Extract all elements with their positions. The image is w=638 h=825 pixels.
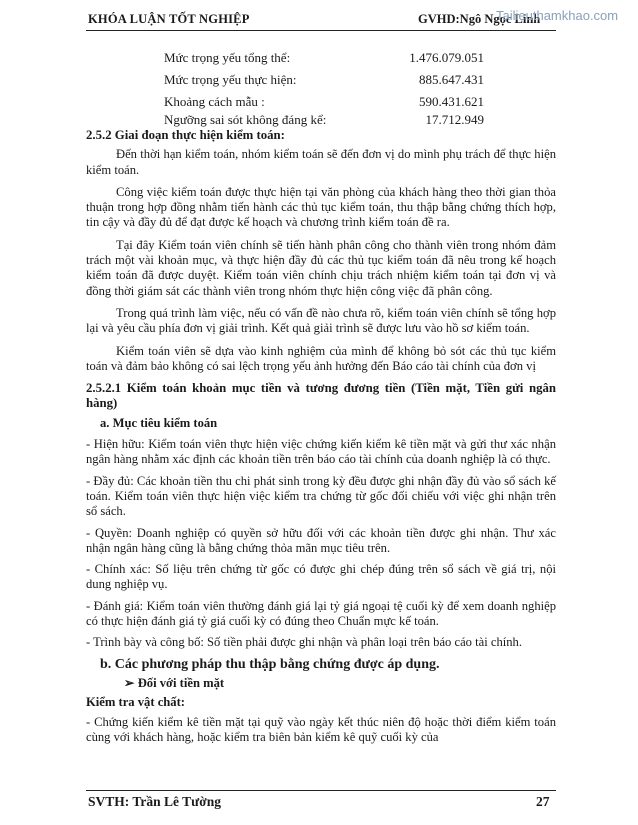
materiality-value: 590.431.621 <box>419 94 484 109</box>
list-item: - Đầy đủ: Các khoản tiền thu chi phát sinh trong kỳ đều được ghi nhận đầy đủ vào sổ sách kế toán. Kiểm toán viên thực hiện việc kiểm tra chứng từ gốc đối chiếu với việc ghi nhận trên sổ sách. <box>86 473 556 519</box>
list-item: - Chính xác: Số liệu trên chứng từ gốc có được ghi chép đúng trên sổ sách về giá trị, nội dung nghiệp vụ. <box>86 562 556 592</box>
header-advisor: GVHD:Ngô Ngọc Linh <box>418 12 541 26</box>
materiality-label: Mức trọng yếu tổng thể: <box>164 50 291 65</box>
cash-heading: ➢ Đối với tiền mặt <box>124 675 225 690</box>
footer-divider <box>86 790 556 791</box>
document-body <box>86 128 556 751</box>
materiality-value: 17.712.949 <box>425 112 484 127</box>
materiality-value: 885.647.431 <box>419 72 484 87</box>
materiality-label: Khoảng cách mẫu : <box>164 94 265 109</box>
section-heading: 2.5.2 Giai đoạn thực hiện kiểm toán: <box>86 128 285 142</box>
paragraph: Tại đây Kiểm toán viên chính sẽ tiến hành phân công cho thành viên trong nhóm đảm trách một vài khoản mục, và thực hiện đầy đủ các thủ tục kiểm toán đã nêu trong kế hoạch kiểm toán đã được duyệt. Kiểm toán viên chính chịu trách nhiệm kiểm toán tại đơn vị và đồng thời giám sát các thành viên trong nhóm thực hiện công việc đã phân công. <box>86 237 556 298</box>
paragraph: Trong quá trình làm việc, nếu có vấn đề nào chưa rõ, kiểm toán viên chính sẽ tổng hợp lại và yêu cầu phía đơn vị giải trình. Kết quả giải trình sẽ được lưu vào hồ sơ kiểm toán. <box>86 305 556 336</box>
header-title: KHÓA LUẬN TỐT NGHIỆP <box>88 12 250 26</box>
materiality-label: Mức trọng yếu thực hiện: <box>164 72 297 87</box>
paragraph: Kiểm toán viên sẽ dựa vào kinh nghiệm của mình để không bỏ sót các thủ tục kiểm toán và đảm bảo không có sai lệch trọng yếu ảnh hưởng đến Báo cáo tài chính của đơn vị <box>86 343 556 373</box>
subsection-heading: 2.5.2.1 Kiểm toán khoản mục tiền và tương đương tiền (Tiền mặt, Tiền gửi ngân hàng) <box>86 381 556 411</box>
paragraph: Đến thời hạn kiểm toán, nhóm kiểm toán sẽ đến đơn vị do mình phụ trách để thực hiện kiểm toán. <box>86 147 556 177</box>
list-item: - Quyền: Doanh nghiệp có quyền sở hữu đối với các khoản tiền được ghi nhận. Thư xác nhận ngân hàng cũng là bằng chứng thỏa mãn mục tiêu trên. <box>86 525 556 555</box>
objective-heading: a. Mục tiêu kiểm toán <box>100 415 218 430</box>
list-item: - Trình bày và công bố: Số tiền phải được ghi nhận và phân loại trên báo cáo tài chính. <box>86 635 522 650</box>
watermark: Tailieuthamkhao.com <box>496 8 619 23</box>
physical-check-heading: Kiểm tra vật chất: <box>86 695 185 710</box>
footer-student: SVTH: Trần Lê Tường <box>88 794 221 809</box>
paragraph: Công việc kiểm toán được thực hiện tại văn phòng của khách hàng theo thời gian thỏa thuận trong hợp đồng nhằm tiến hành các thủ tục kiểm toán, thu thập bằng chứng thích hợp, tin cậy và đầy đủ để đạt được kế hoạch và chương trình kiểm toán đề ra. <box>86 184 556 230</box>
list-item: - Đánh giá: Kiểm toán viên thường đánh giá lại tỷ giá ngoại tệ cuối kỳ để xem doanh nghiệp có thực hiện đánh giá tỷ giá cuối kỳ có đúng theo Chuẩn mực kế toán. <box>86 598 556 629</box>
page-number: 27 <box>536 794 550 809</box>
materiality-label: Ngưỡng sai sót không đáng kể: <box>164 112 327 127</box>
header-divider <box>86 30 556 31</box>
list-item: - Hiện hữu: Kiểm toán viên thực hiện việc chứng kiến kiểm kê tiền mặt và gửi thư xác nhận ngân hàng nhằm xác định các khoản tiền trên báo cáo tài chính của doanh nghiệp là có thực. <box>86 437 556 467</box>
paragraph: - Chứng kiến kiểm kê tiền mặt tại quỹ vào ngày kết thúc niên độ hoặc thời điểm kiểm toán cùng với khách hàng, hoặc kiểm tra biên bản kiểm kê quỹ cuối kỳ của <box>86 714 556 744</box>
methods-heading: b. Các phương pháp thu thập bằng chứng được áp dụng. <box>100 656 440 672</box>
materiality-value: 1.476.079.051 <box>409 50 484 65</box>
